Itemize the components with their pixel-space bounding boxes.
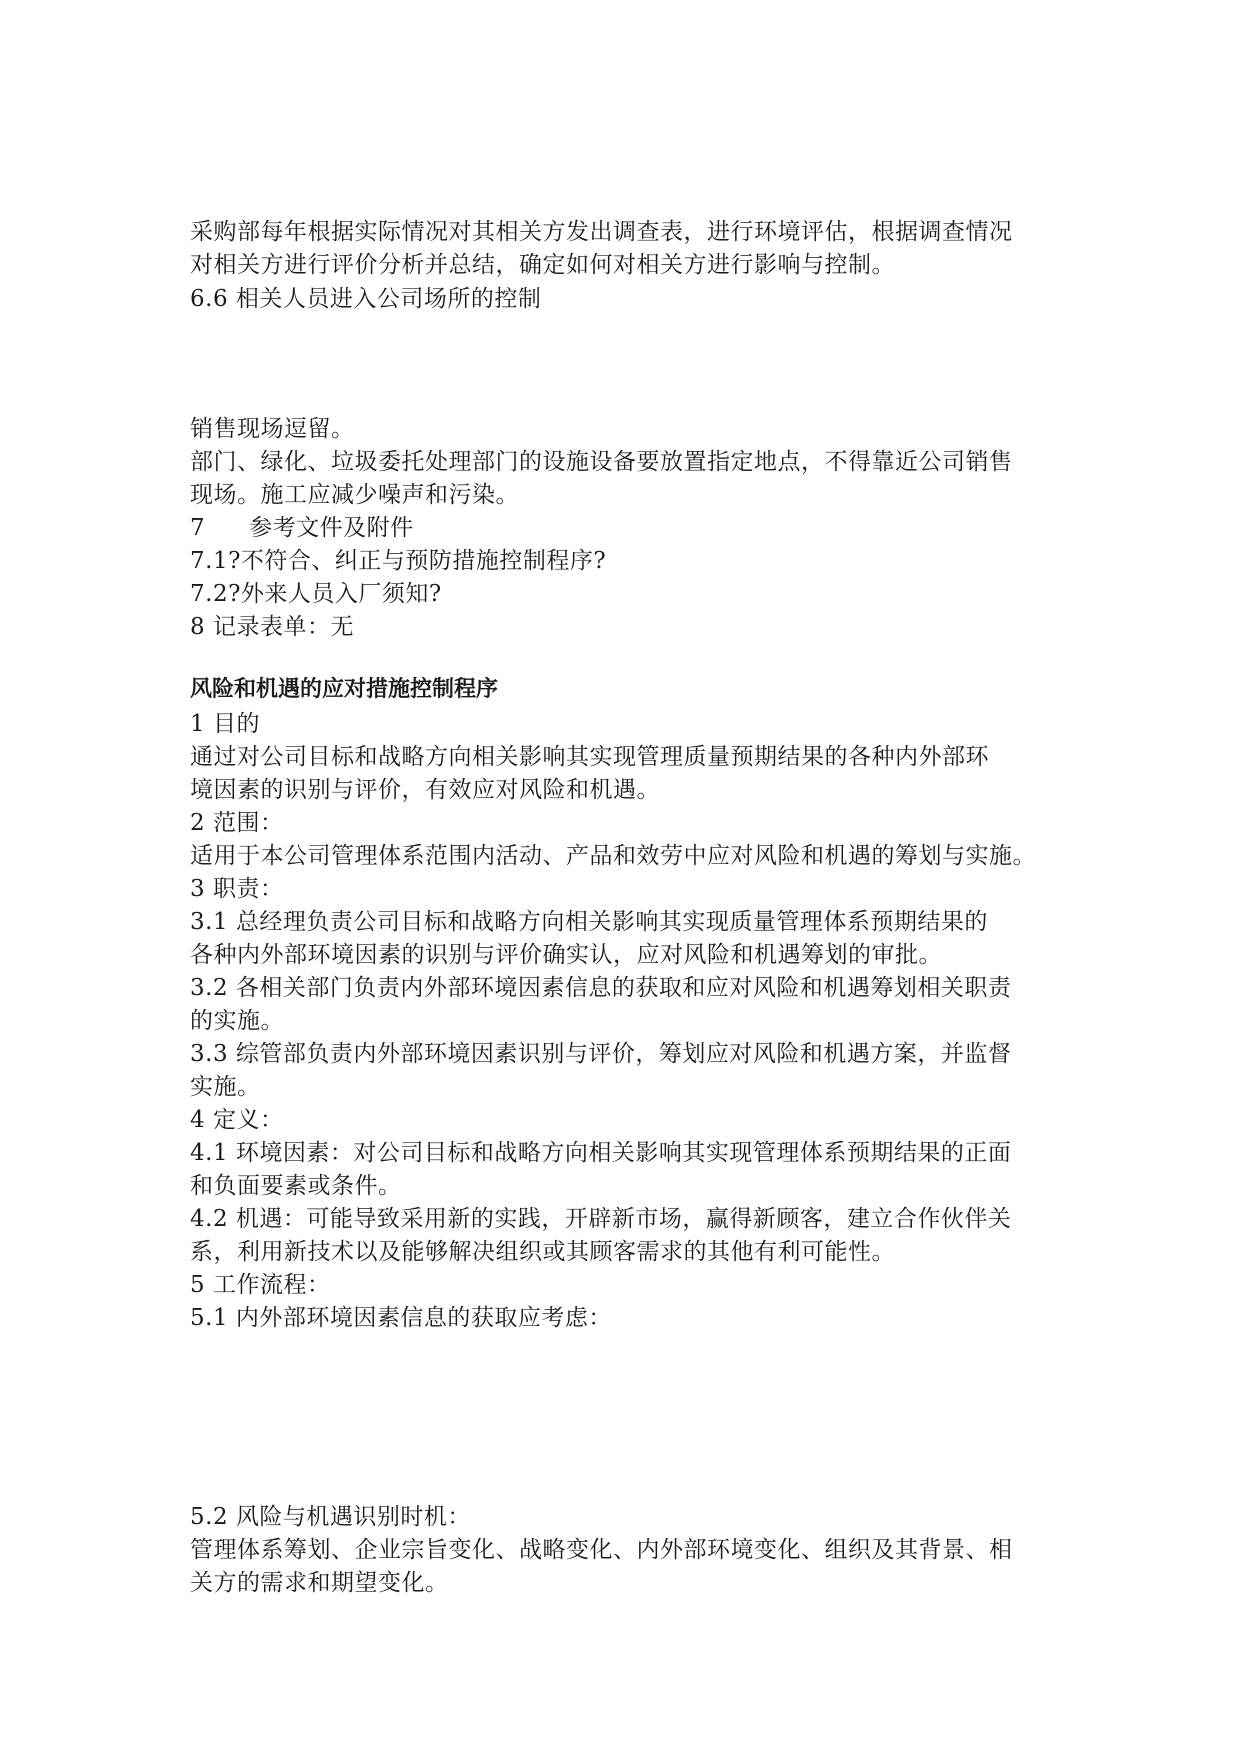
paragraph-line: 适用于本公司管理体系范围内活动、产品和效劳中应对风险和机遇的筹划与实施。 [190,843,1036,869]
paragraph-line: 管理体系筹划、企业宗旨变化、战略变化、内外部环境变化、组织及其背景、相 [190,1537,1013,1563]
paragraph-line: 采购部每年根据实际情况对其相关方发出调查表，进行环境评估，根据调查情况 [190,219,1013,245]
paragraph-line: 实施。 [190,1074,261,1100]
section-heading-2: 2 范围： [190,810,284,836]
section-heading-5: 5 工作流程： [190,1272,331,1298]
paragraph-line: 4.1 环境因素：对公司目标和战略方向相关影响其实现管理体系预期结果的正面 [190,1140,1012,1166]
paragraph-line: 现场。施工应减少噪声和污染。 [190,482,519,508]
paragraph-line: 3.3 综管部负责内外部环境因素识别与评价，筹划应对风险和机遇方案，并监督 [190,1041,1012,1067]
paragraph-line: 境因素的识别与评价，有效应对风险和机遇。 [190,777,660,803]
paragraph-line: 销售现场逗留。 [190,416,355,442]
section-heading-3: 3 职责： [190,876,284,902]
paragraph-line: 5.2 风险与机遇识别时机： [190,1504,471,1530]
paragraph-line: 4.2 机遇：可能导致采用新的实践，开辟新市场，赢得新顾客，建立合作伙伴关 [190,1206,1012,1232]
paragraph-line: 和负面要素或条件。 [190,1173,402,1199]
document-title: 风险和机遇的应对措施控制程序 [190,677,499,702]
section-heading-8: 8 记录表单：无 [190,614,354,640]
section-heading-7 [190,513,1070,543]
paragraph-line: 的实施。 [190,1008,284,1034]
section-heading-6-6: 6.6 相关人员进入公司场所的控制 [190,286,542,312]
reference-item: 7.2?外来人员入厂须知? [190,581,442,607]
section-heading-1: 1 目的 [190,711,260,737]
section-heading-4: 4 定义： [190,1107,284,1133]
paragraph-line: 部门、绿化、垃圾委托处理部门的设施设备要放置指定地点，不得靠近公司销售 [190,449,1013,475]
paragraph-line: 对相关方进行评价分析并总结，确定如何对相关方进行影响与控制。 [190,252,895,278]
section-number: 7 [190,515,206,541]
paragraph-line: 3.1 总经理负责公司目标和战略方向相关影响其实现质量管理体系预期结果的 [190,909,988,935]
paragraph-line: 系，利用新技术以及能够解决组织或其顾客需求的其他有利可能性。 [190,1239,895,1265]
paragraph-line: 5.1 内外部环境因素信息的获取应考虑： [190,1305,612,1331]
reference-item: 7.1?不符合、纠正与预防措施控制程序? [190,548,607,574]
paragraph-line: 3.2 各相关部门负责内外部环境因素信息的获取和应对风险和机遇筹划相关职责 [190,975,1012,1001]
paragraph-line: 各种内外部环境因素的识别与评价确实认，应对风险和机遇筹划的审批。 [190,942,942,968]
paragraph-line: 通过对公司目标和战略方向相关影响其实现管理质量预期结果的各种内外部环 [190,744,989,770]
section-title: 参考文件及附件 [249,515,414,541]
paragraph-line: 关方的需求和期望变化。 [190,1570,449,1596]
